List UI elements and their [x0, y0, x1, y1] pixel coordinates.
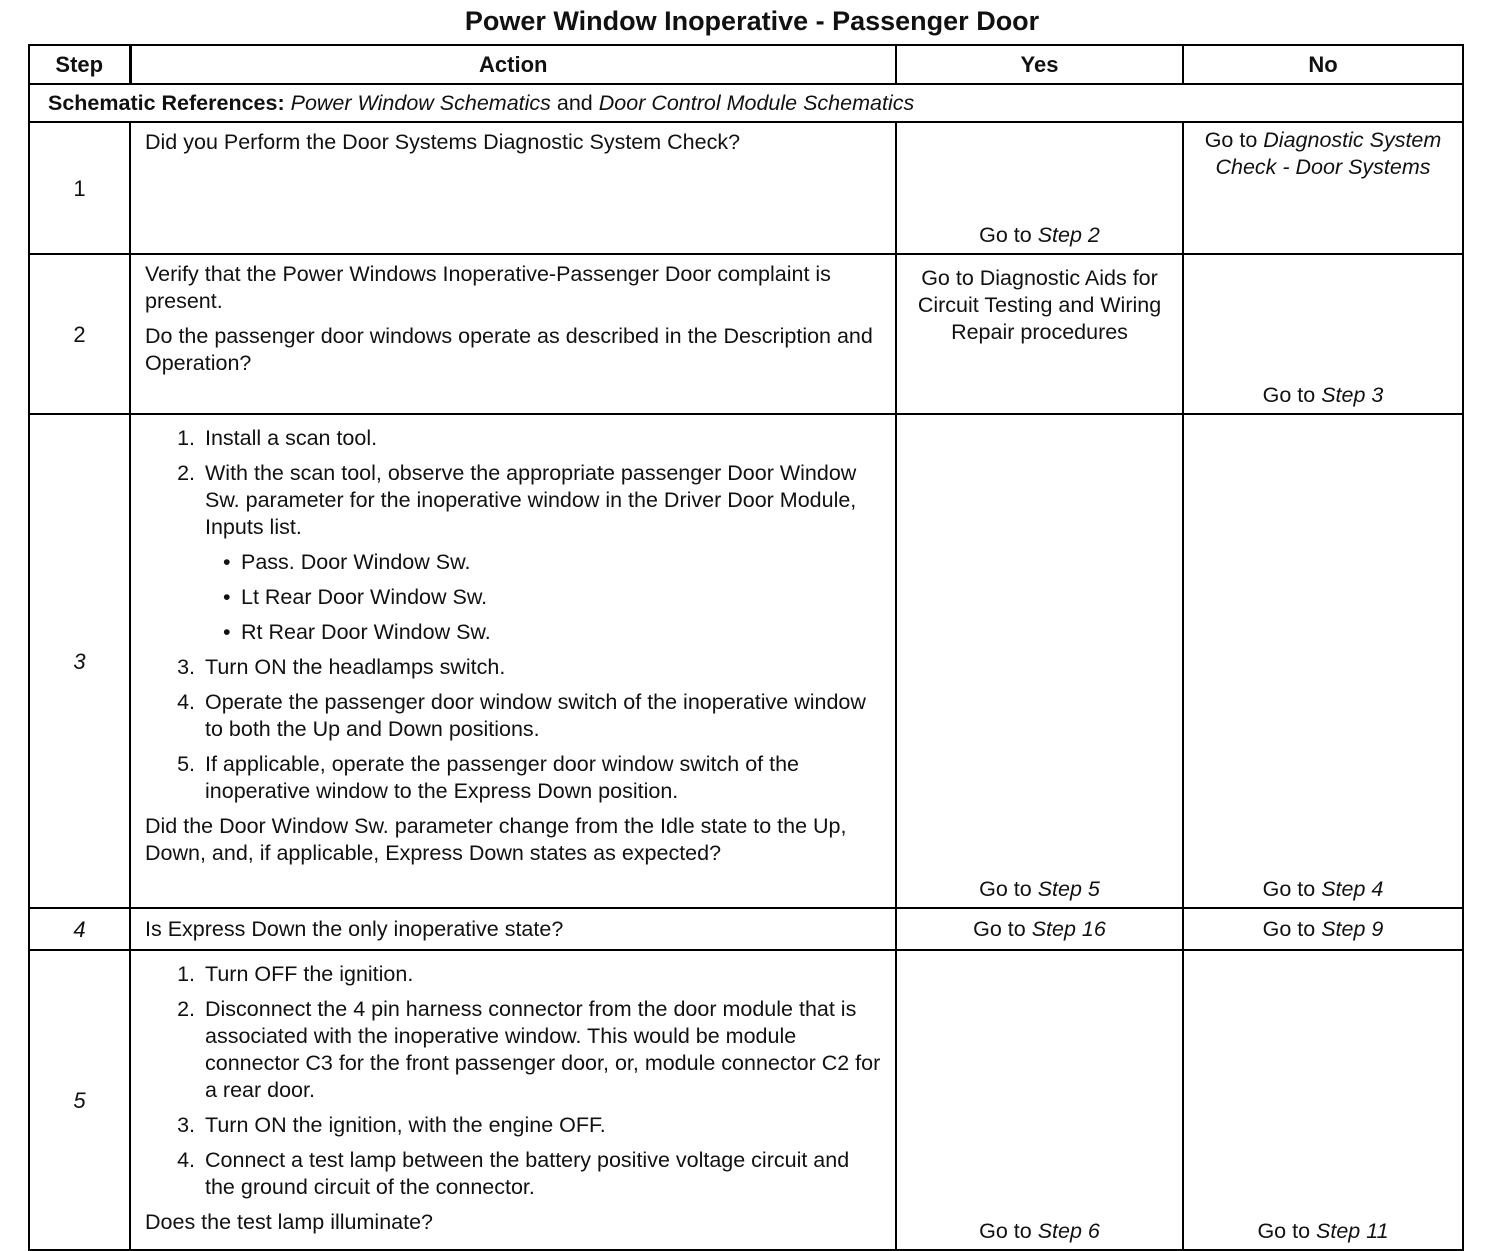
yes-goto: Go to Step 5	[979, 877, 1100, 901]
schematic-row	[29, 84, 1463, 122]
list-item: • Rt Rear Door Window Sw.	[223, 619, 881, 646]
procedure-step: 5. If applicable, operate the passenger door window switch of the inoperative window to the Express Down position.	[201, 751, 881, 805]
no-goto: Go to Step 4	[1262, 877, 1384, 901]
procedure-step: 1. Turn OFF the ignition.	[201, 961, 881, 988]
yes-goto: Go to Step 2	[979, 223, 1100, 247]
yes-cell: Go to Step 16	[896, 908, 1183, 950]
yes-cell	[896, 254, 1183, 414]
no-goto: Go to Step 3	[1262, 383, 1384, 407]
action-cell	[130, 254, 896, 414]
step-number: 2	[29, 254, 130, 414]
table-row	[29, 122, 1463, 254]
yes-goto: Go to Diagnostic Aids for Circuit Testing and Wiring Repair procedures	[917, 266, 1162, 344]
procedure-step: 2. With the scan tool, observe the appropriate passenger Door Window Sw. parameter for the inoperative window in the Driver Door Module, Inputs list. • Pass. Door Window Sw. • Lt Rear Door Window Sw. • Rt Rear Door Window Sw.	[201, 460, 881, 646]
step-number: 3	[29, 414, 130, 908]
schematic-and: and	[556, 90, 593, 115]
step-number: 5	[29, 950, 130, 1250]
schematic-references	[29, 84, 1463, 122]
list-item: • Pass. Door Window Sw.	[223, 549, 881, 576]
procedure-list	[145, 425, 881, 805]
header-action: Action	[130, 45, 896, 84]
no-goto: Go to Diagnostic System Check - Door Systems	[1204, 128, 1442, 179]
action-cell	[130, 414, 896, 908]
procedure-step: 1. Install a scan tool.	[201, 425, 881, 452]
table-row	[29, 414, 1463, 908]
table-row	[29, 950, 1463, 1250]
no-cell	[1183, 950, 1463, 1250]
step-number: 4	[29, 908, 130, 950]
action-cell	[130, 122, 896, 254]
action-cell	[130, 908, 896, 950]
list-item: • Lt Rear Door Window Sw.	[223, 584, 881, 611]
yes-goto: Go to Step 6	[979, 1219, 1100, 1243]
header-no: No	[1183, 45, 1463, 84]
no-goto: Go to Step 11	[1257, 1219, 1389, 1243]
procedure-step: 4. Operate the passenger door window switch of the inoperative window to both the Up and Down positions.	[201, 689, 881, 743]
header-yes: Yes	[896, 45, 1183, 84]
table-row	[29, 254, 1463, 414]
yes-cell	[896, 414, 1183, 908]
procedure-step: 2. Disconnect the 4 pin harness connector from the door module that is associated with the inoperative window. This would be module connector C3 for the front passenger door, or, module connector C2 for a rear door.	[201, 996, 881, 1104]
schematic-ref-2: Door Control Module Schematics	[598, 90, 915, 115]
action-question: Did the Door Window Sw. parameter change from the Idle state to the Up, Down, and, if applicable, Express Down states as expected?	[145, 814, 847, 865]
procedure-step: 4. Connect a test lamp between the battery positive voltage circuit and the ground circuit of the connector.	[201, 1147, 881, 1201]
procedure-step: 3. Turn ON the ignition, with the engine OFF.	[201, 1112, 881, 1139]
action-text: Verify that the Power Windows Inoperative-Passenger Door complaint is present.	[145, 262, 831, 313]
action-text: Is Express Down the only inoperative state?	[145, 916, 564, 941]
schematic-label: Schematic References:	[48, 90, 285, 115]
action-question: Does the test lamp illuminate?	[145, 1210, 434, 1234]
no-cell	[1183, 122, 1463, 254]
no-cell	[1183, 254, 1463, 414]
no-cell	[1183, 414, 1463, 908]
header-row	[29, 45, 1463, 84]
procedure-step: 3. Turn ON the headlamps switch.	[201, 654, 881, 681]
diagnostic-table	[28, 44, 1464, 1251]
action-cell	[130, 950, 896, 1250]
action-text: Did you Perform the Door Systems Diagnostic System Check?	[145, 130, 741, 154]
yes-cell	[896, 950, 1183, 1250]
yes-cell	[896, 122, 1183, 254]
action-question: Do the passenger door windows operate as described in the Description and Operation?	[145, 324, 873, 375]
parameter-list	[205, 549, 881, 646]
step-number: 1	[29, 122, 130, 254]
table-row	[29, 908, 1463, 950]
schematic-ref-1: Power Window Schematics	[290, 90, 551, 115]
page-title: Power Window Inoperative - Passenger Door	[464, 6, 1040, 36]
header-step: Step	[29, 45, 130, 84]
procedure-list	[145, 961, 881, 1201]
no-cell: Go to Step 9	[1183, 908, 1463, 950]
